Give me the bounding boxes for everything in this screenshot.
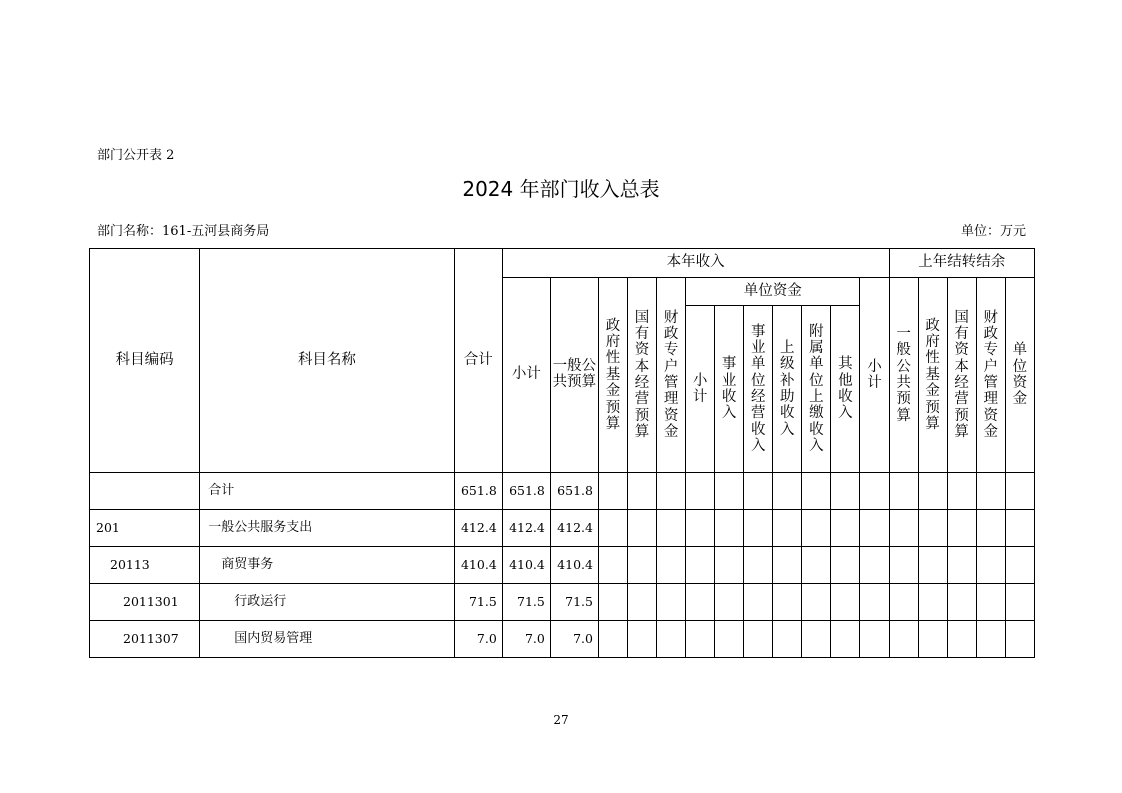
- document-label: 部门公开表 2: [97, 148, 175, 163]
- header-current-year: 本年收入: [502, 249, 889, 278]
- page-title: 2024 年部门收入总表: [462, 177, 660, 201]
- header-name: 科目名称: [200, 249, 454, 473]
- row-code: 20113: [90, 547, 200, 584]
- header-carry-general: 一般公共预算: [889, 278, 918, 473]
- row-code: 201: [90, 510, 200, 547]
- header-carry-state-capital: 国有资本经营预算: [947, 278, 976, 473]
- department-name: 部门名称：161-五河县商务局: [97, 224, 270, 239]
- row-code: 2011307: [90, 621, 200, 658]
- row-total: 7.0: [454, 621, 502, 658]
- header-affiliated-payment: 附属单位上缴收入: [802, 306, 831, 473]
- header-general-budget: 一般公共预算: [550, 278, 598, 473]
- table-row: [90, 473, 1035, 510]
- row-code: 2011301: [90, 584, 200, 621]
- header-carryover: 上年结转结余: [889, 249, 1034, 278]
- header-unit-subtotal: 小计: [686, 306, 715, 473]
- row-name: 商贸事务: [200, 547, 454, 584]
- row-subtotal: 651.8: [502, 473, 550, 510]
- header-code: 科目编码: [90, 249, 200, 473]
- row-name: 合计: [200, 473, 454, 510]
- table-row: [90, 510, 1035, 547]
- row-name: 行政运行: [200, 584, 454, 621]
- header-carry-gov-fund: 政府性基金预算: [918, 278, 947, 473]
- row-total: 412.4: [454, 510, 502, 547]
- row-total: 410.4: [454, 547, 502, 584]
- header-subtotal: 小计: [502, 278, 550, 473]
- table-row: [90, 621, 1035, 658]
- row-name: 一般公共服务支出: [200, 510, 454, 547]
- header-state-capital: 国有资本经营预算: [628, 278, 657, 473]
- header-total: 合计: [454, 249, 502, 473]
- row-general: 410.4: [550, 547, 598, 584]
- header-carry-unit-funds: 单位资金: [1005, 278, 1034, 473]
- header-fiscal-special: 财政专户管理资金: [657, 278, 686, 473]
- income-summary-table: [89, 248, 1035, 658]
- row-total: 71.5: [454, 584, 502, 621]
- header-unit-funds: 单位资金: [686, 278, 860, 306]
- header-business-income: 事业收入: [715, 306, 744, 473]
- row-name: 国内贸易管理: [200, 621, 454, 658]
- row-subtotal: 71.5: [502, 584, 550, 621]
- table-row: [90, 547, 1035, 584]
- row-code: [90, 473, 200, 510]
- row-general: 651.8: [550, 473, 598, 510]
- header-superior-subsidy: 上级补助收入: [773, 306, 802, 473]
- row-subtotal: 7.0: [502, 621, 550, 658]
- page-number: 27: [553, 713, 569, 727]
- row-total: 651.8: [454, 473, 502, 510]
- row-general: 412.4: [550, 510, 598, 547]
- row-subtotal: 410.4: [502, 547, 550, 584]
- header-carry-subtotal: 小计: [860, 278, 889, 473]
- header-carry-fiscal-special: 财政专户管理资金: [976, 278, 1005, 473]
- table-row: [90, 584, 1035, 621]
- header-other-income: 其他收入: [831, 306, 860, 473]
- header-operating-income: 事业单位经营收入: [744, 306, 773, 473]
- row-general: 7.0: [550, 621, 598, 658]
- header-gov-fund: 政府性基金预算: [598, 278, 627, 473]
- unit-label: 单位：万元: [960, 224, 1026, 239]
- row-general: 71.5: [550, 584, 598, 621]
- row-subtotal: 412.4: [502, 510, 550, 547]
